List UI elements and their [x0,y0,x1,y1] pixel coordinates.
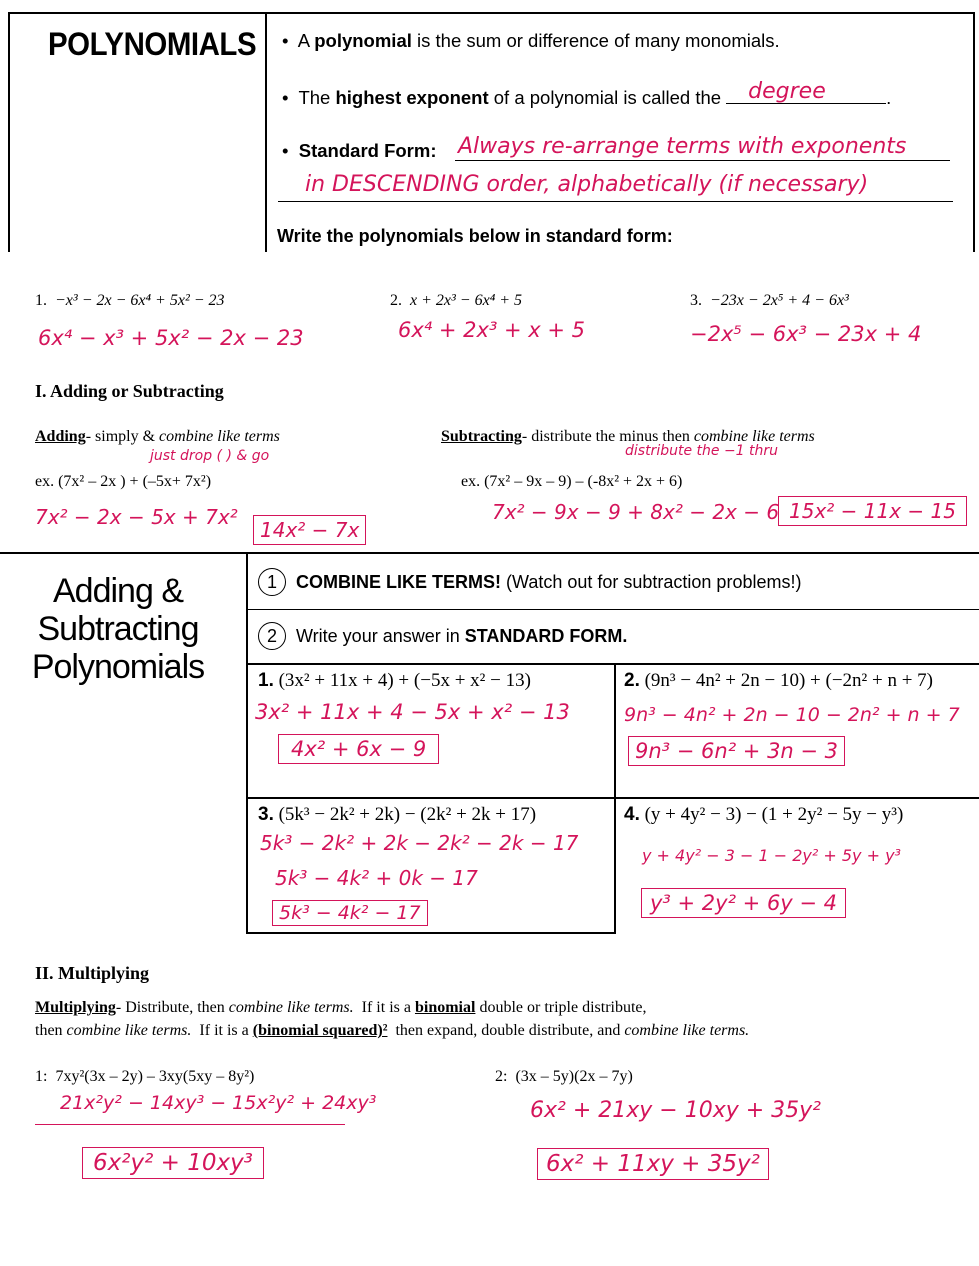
instruction-text: Write the polynomials below in standard form: [277,226,673,246]
mult-answer-1: 6x²y² + 10xy³ [82,1147,264,1179]
box-problem-2: 2. (9n³ − 4n² + 2n − 10) + (−2n² + n + 7) [624,670,934,691]
section2-heading: II. Multiplying [35,963,150,983]
adding-answer: 14x² − 7x [253,515,366,545]
adding-note: just drop ( ) & go [150,448,270,464]
subtracting-note: distribute the −1 thru [625,443,779,459]
section1-heading: I. Adding or Subtracting [35,381,224,401]
sf-answer-2: 6x⁴ + 2x³ + x + 5 [398,318,586,342]
box-problem-3: 3. (5k³ − 2k² + 2k) − (2k² + 2k + 17) [258,804,537,825]
degree-answer: degree [748,79,826,104]
box-answer-4: y³ + 2y² + 6y − 4 [641,888,846,918]
subtracting-example: ex. (7x² – 9x – 9) – (-8x² + 2x + 6) [461,473,683,490]
box-answer-1: 4x² + 6x − 9 [278,734,439,764]
sf-answer-3: −2x⁵ − 6x³ − 23x + 4 [690,322,922,346]
sf-problem-2: 2. x + 2x³ − 6x⁴ + 5 [390,292,523,309]
standard-form-line1 [455,160,950,161]
box-work-4: y + 4y² − 3 − 1 − 2y² + 5y + y³ [642,846,901,865]
multiplying-definition-line1: Multiplying- Distribute, then combine like terms. If it is a binomial double or triple distribute, [35,999,647,1016]
problems-bottom-border [246,932,616,934]
bullet-degree: • The highest exponent of a polynomial is called the degree . [282,79,892,108]
step-2: 2 Write your answer in STANDARD FORM. [258,622,627,650]
box-top-border [0,552,979,554]
box-problem-1: 1. (3x² + 11x + 4) + (−5x + x² − 13) [258,670,531,691]
adding-example: ex. (7x² – 2x ) + (–5x+ 7x²) [35,473,212,490]
bullet-polynomial-definition: • A polynomial is the sum or difference of many monomials. [282,30,780,51]
mult-answer-2: 6x² + 11xy + 35y² [537,1148,769,1180]
subtracting-work: 7x² − 9x − 9 + 8x² − 2x − 6 [492,500,780,524]
header-left-border [8,12,10,252]
mult-work-2: 6x² + 21xy − 10xy + 35y² [530,1098,821,1123]
subtracting-definition: Subtracting- distribute the minus then combine like terms [441,428,815,445]
subtracting-answer: 15x² − 11x − 15 [778,496,967,526]
adding-work: 7x² − 2x − 5x + 7x² [35,505,238,529]
sf-answer-1: 6x⁴ − x³ + 5x² − 2x − 23 [38,326,304,350]
multiplying-definition-line2: then combine like terms. If it is a (binomial squared)² then expand, double distribute, and combine like terms. [35,1022,750,1039]
sf-problem-1: 1. −x³ − 2x − 6x⁴ + 5x² − 23 [35,292,225,309]
mult-problem-1: 1: 7xy²(3x – 2y) – 3xy(5xy – 8y²) [35,1068,255,1085]
header-top-border [8,12,973,14]
step-divider [246,609,979,610]
standard-form-line2 [278,201,953,202]
bullet-standard-form: • Standard Form: [282,140,437,161]
box-answer-3: 5k³ − 4k² − 17 [272,900,428,926]
box-answer-2: 9n³ − 6n² + 3n − 3 [628,736,845,766]
standard-form-answer-line1: Always re-arrange terms with exponents [458,134,907,159]
box-work-1: 3x² + 11x + 4 − 5x + x² − 13 [255,700,570,724]
problems-top-border [246,663,979,665]
box-title: Adding & Subtracting Polynomials [31,572,205,686]
standard-form-answer-line2: in DESCENDING order, alphabetically (if necessary) [305,172,869,197]
box-work-3a: 5k³ − 2k² + 2k − 2k² − 2k − 17 [260,831,579,855]
step-1: 1 COMBINE LIKE TERMS! (Watch out for subtraction problems!) [258,568,801,596]
mult-work-1-underline [35,1124,345,1125]
header-right-border [973,12,975,252]
adding-definition: Adding- simply & combine like terms [35,428,280,445]
box-work-3b: 5k³ − 4k² + 0k − 17 [275,866,478,890]
sf-problem-3: 3. −23x − 2x⁵ + 4 − 6x³ [690,292,849,309]
box-work-2: 9n³ − 4n² + 2n − 10 − 2n² + n + 7 [624,704,960,726]
header-divider [265,12,267,252]
mult-work-1: 21x²y² − 14xy³ − 15x²y² + 24xy³ [60,1092,377,1114]
box-problem-4: 4. (y + 4y² − 3) − (1 + 2y² − 5y − y³) [624,804,904,825]
problems-row-divider [246,797,979,799]
page-title: POLYNOMIALS [48,26,257,62]
mult-problem-2: 2: (3x – 5y)(2x – 7y) [495,1068,633,1085]
